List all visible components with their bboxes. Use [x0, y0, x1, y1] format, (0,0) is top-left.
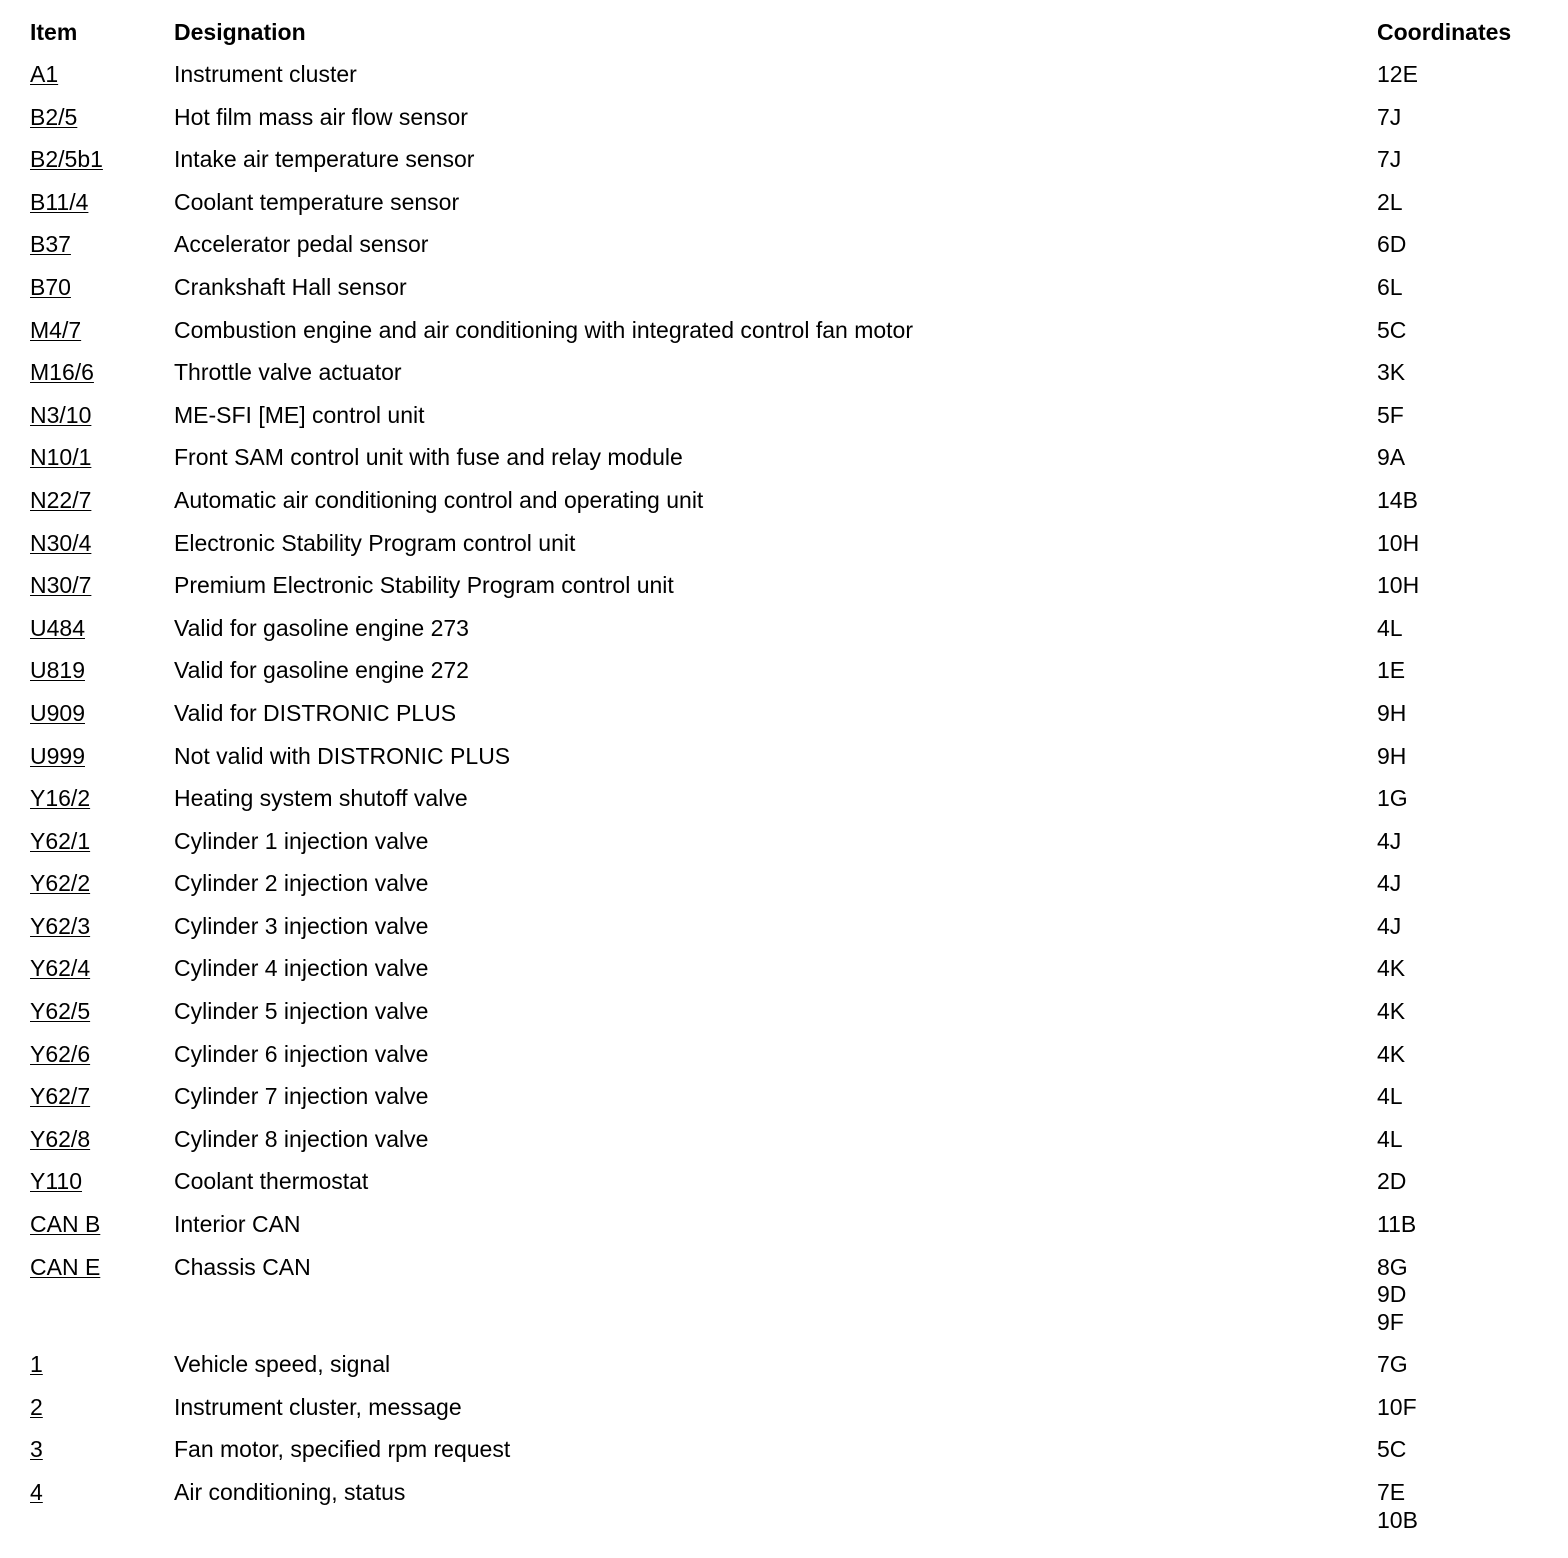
item-cell — [30, 699, 85, 727]
table-row — [30, 742, 1550, 785]
coordinate-value: 7E — [1377, 1479, 1406, 1505]
designation-cell: Premium Electronic Stability Program control unit — [174, 572, 674, 599]
item-link[interactable]: Y62/5 — [30, 998, 91, 1025]
item-cell — [30, 1210, 100, 1238]
table-row — [30, 912, 1550, 955]
coordinates-cell — [1377, 188, 1403, 216]
coordinates-cell — [1377, 954, 1405, 982]
coordinates-cell — [1377, 358, 1405, 386]
coordinate-value: 7J — [1377, 103, 1402, 130]
item-link[interactable]: CAN B — [30, 1211, 101, 1238]
item-link[interactable]: U909 — [30, 699, 85, 726]
item-cell — [30, 614, 85, 642]
coordinate-value: 7J — [1377, 146, 1402, 173]
coordinate-value: 1G — [1377, 785, 1408, 812]
table-row — [30, 1253, 1550, 1351]
table-row — [30, 316, 1550, 359]
item-cell — [30, 358, 94, 386]
item-cell — [30, 742, 85, 770]
item-link[interactable]: B37 — [30, 231, 71, 258]
designation-cell: Valid for DISTRONIC PLUS — [174, 699, 457, 726]
item-cell — [30, 60, 58, 88]
designation-cell: Cylinder 2 injection valve — [174, 870, 429, 897]
designation-cell: ME-SFI [ME] control unit — [174, 401, 425, 428]
coordinates-cell — [1377, 656, 1405, 684]
table-row — [30, 1393, 1550, 1436]
coordinates-cell — [1377, 1167, 1406, 1195]
coordinates-cell — [1377, 103, 1401, 131]
table-row — [30, 443, 1550, 486]
item-link[interactable]: Y62/8 — [30, 1125, 91, 1152]
designation-cell: Interior CAN — [174, 1211, 301, 1238]
designation-cell: Combustion engine and air conditioning with integrated control fan motor — [174, 316, 913, 343]
item-cell — [30, 1253, 100, 1281]
item-cell — [30, 827, 90, 855]
designation-cell: Vehicle speed, signal — [174, 1351, 391, 1378]
item-link[interactable]: Y62/7 — [30, 1083, 91, 1110]
item-link[interactable]: U484 — [30, 614, 85, 641]
item-link[interactable]: Y62/3 — [30, 912, 91, 939]
coordinate-value: 3K — [1377, 359, 1406, 386]
table-row — [30, 784, 1550, 827]
item-link[interactable]: N3/10 — [30, 401, 92, 428]
item-cell — [30, 529, 91, 557]
designation-cell: Accelerator pedal sensor — [174, 231, 429, 258]
designation-cell: Fan motor, specified rpm request — [174, 1436, 511, 1463]
coordinate-value: 9F — [1377, 1308, 1404, 1335]
item-link[interactable]: M16/6 — [30, 359, 94, 386]
designation-cell: Intake air temperature sensor — [174, 146, 475, 173]
item-link[interactable]: B2/5 — [30, 103, 78, 130]
coordinate-value: 9A — [1377, 444, 1406, 471]
item-link[interactable]: Y62/1 — [30, 827, 91, 854]
item-cell — [30, 273, 71, 301]
coordinate-value: 1E — [1377, 657, 1406, 684]
table-row — [30, 103, 1550, 146]
item-link[interactable]: N22/7 — [30, 486, 92, 513]
coordinate-value: 8G — [1377, 1253, 1408, 1280]
coordinate-value: 4L — [1377, 1125, 1403, 1152]
table-row — [30, 869, 1550, 912]
table-row — [30, 1040, 1550, 1083]
designation-cell: Cylinder 6 injection valve — [174, 1040, 429, 1067]
coordinate-value: 10F — [1377, 1393, 1417, 1420]
table-row — [30, 401, 1550, 444]
coordinates-cell — [1377, 1393, 1417, 1421]
item-cell — [30, 486, 91, 514]
coordinates-cell — [1377, 1435, 1406, 1463]
table-row — [30, 486, 1550, 529]
coordinate-value: 5C — [1377, 1436, 1407, 1463]
coordinates-cell — [1377, 827, 1401, 855]
item-cell — [30, 1435, 43, 1463]
item-link[interactable]: M4/7 — [30, 316, 82, 343]
item-cell — [30, 1040, 90, 1068]
coordinate-value: 4L — [1377, 614, 1403, 641]
designation-cell: Crankshaft Hall sensor — [174, 273, 407, 300]
item-cell — [30, 912, 90, 940]
coordinate-value: 2L — [1377, 188, 1403, 215]
item-link[interactable]: 2 — [30, 1393, 43, 1420]
item-cell — [30, 1478, 43, 1506]
designation-cell: Cylinder 3 injection valve — [174, 912, 429, 939]
coordinates-cell — [1377, 273, 1403, 301]
coordinates-cell — [1377, 443, 1405, 471]
item-cell — [30, 316, 81, 344]
coordinate-value: 5F — [1377, 401, 1404, 428]
header-item: Item — [30, 19, 78, 45]
item-link[interactable]: Y62/2 — [30, 870, 91, 897]
coordinates-cell — [1377, 230, 1406, 258]
item-link[interactable]: CAN E — [30, 1253, 101, 1280]
coordinate-value: 12E — [1377, 61, 1418, 87]
coordinates-cell — [1377, 1040, 1405, 1068]
table-row — [30, 529, 1550, 572]
coordinates-cell — [1377, 571, 1419, 599]
item-cell — [30, 869, 90, 897]
item-link[interactable]: B11/4 — [30, 188, 89, 215]
coordinate-value: 6D — [1377, 231, 1407, 258]
coordinate-value: 10B — [1377, 1506, 1418, 1533]
table-row — [30, 273, 1550, 316]
coordinate-value: 9H — [1377, 699, 1407, 726]
coordinates-cell — [1377, 1253, 1408, 1336]
designation-cell: Air conditioning, status — [174, 1479, 406, 1505]
coordinates-cell — [1377, 614, 1403, 642]
coordinates-cell — [1377, 316, 1406, 344]
item-cell — [30, 443, 91, 471]
designation-cell: Cylinder 4 injection valve — [174, 955, 429, 982]
designation-cell: Automatic air conditioning control and operating unit — [174, 486, 704, 513]
coordinate-value: 14B — [1377, 486, 1418, 513]
item-link[interactable]: U819 — [30, 657, 85, 684]
table-row — [30, 997, 1550, 1040]
designation-cell: Coolant thermostat — [174, 1168, 369, 1195]
item-cell — [30, 103, 77, 131]
coordinate-value: 7G — [1377, 1351, 1408, 1378]
table-row — [30, 827, 1550, 870]
coordinates-cell — [1377, 486, 1418, 514]
item-link[interactable]: Y16/2 — [30, 785, 91, 812]
component-legend-table — [30, 18, 1550, 1548]
designation-cell: Instrument cluster, message — [174, 1393, 462, 1420]
header-designation: Designation — [174, 19, 306, 45]
item-cell — [30, 997, 90, 1025]
designation-cell: Throttle valve actuator — [174, 359, 402, 386]
table-row — [30, 614, 1550, 657]
table-header-row — [30, 18, 1550, 60]
item-link[interactable]: Y62/4 — [30, 955, 91, 982]
coordinate-value: 4J — [1377, 870, 1402, 897]
coordinates-cell — [1377, 145, 1401, 173]
table-row — [30, 656, 1550, 699]
item-link[interactable]: N10/1 — [30, 444, 92, 471]
table-row — [30, 188, 1550, 231]
table-row — [30, 1435, 1550, 1478]
designation-cell: Cylinder 1 injection valve — [174, 827, 429, 854]
coordinates-cell — [1377, 784, 1408, 812]
coordinates-cell — [1377, 1478, 1418, 1533]
coordinate-value: 4K — [1377, 1040, 1406, 1067]
coordinate-value: 10H — [1377, 529, 1420, 556]
item-cell — [30, 656, 85, 684]
item-cell — [30, 1393, 43, 1421]
item-link[interactable]: B70 — [30, 273, 71, 300]
designation-cell: Electronic Stability Program control unit — [174, 529, 576, 556]
coordinate-value: 10H — [1377, 572, 1420, 599]
item-cell — [30, 1350, 43, 1378]
table-body — [30, 60, 1550, 1548]
item-cell — [30, 1125, 90, 1153]
designation-cell: Hot film mass air flow sensor — [174, 103, 468, 130]
item-link[interactable]: 4 — [30, 1479, 43, 1505]
table-row — [30, 1125, 1550, 1168]
item-cell — [30, 401, 91, 429]
coordinates-cell — [1377, 1350, 1408, 1378]
designation-cell: Heating system shutoff valve — [174, 785, 468, 812]
item-link[interactable]: U999 — [30, 742, 85, 769]
designation-cell: Chassis CAN — [174, 1253, 311, 1280]
item-cell — [30, 1082, 90, 1110]
item-link[interactable]: A1 — [30, 61, 59, 87]
item-cell — [30, 571, 91, 599]
table-row — [30, 60, 1550, 103]
designation-cell: Not valid with DISTRONIC PLUS — [174, 742, 511, 769]
table-row — [30, 1082, 1550, 1125]
coordinates-cell — [1377, 401, 1404, 429]
table-row — [30, 145, 1550, 188]
item-cell — [30, 954, 90, 982]
coordinate-value: 9D — [1377, 1281, 1407, 1308]
coordinates-cell — [1377, 742, 1406, 770]
item-cell — [30, 1167, 82, 1195]
designation-cell: Front SAM control unit with fuse and relay module — [174, 444, 683, 471]
coordinates-cell — [1377, 60, 1418, 88]
designation-cell: Coolant temperature sensor — [174, 188, 460, 215]
coordinates-cell — [1377, 529, 1419, 557]
table-row — [30, 699, 1550, 742]
item-link[interactable]: Y62/6 — [30, 1040, 91, 1067]
coordinate-value: 4J — [1377, 827, 1402, 854]
table-row — [30, 1478, 1550, 1548]
coordinate-value: 11B — [1377, 1211, 1417, 1238]
item-link[interactable]: B2/5b1 — [30, 146, 103, 173]
item-link[interactable]: N30/4 — [30, 529, 92, 556]
table-row — [30, 358, 1550, 401]
designation-cell: Valid for gasoline engine 273 — [174, 614, 469, 641]
table-row — [30, 230, 1550, 273]
table-row — [30, 954, 1550, 997]
coordinate-value: 4L — [1377, 1083, 1403, 1110]
item-cell — [30, 188, 88, 216]
coordinates-cell — [1377, 997, 1405, 1025]
item-cell — [30, 145, 103, 173]
coordinates-cell — [1377, 1125, 1403, 1153]
designation-cell: Cylinder 8 injection valve — [174, 1125, 429, 1152]
coordinate-value: 2D — [1377, 1168, 1407, 1195]
coordinates-cell — [1377, 869, 1401, 897]
item-link[interactable]: Y110 — [30, 1168, 83, 1195]
coordinate-value: 6L — [1377, 273, 1403, 300]
coordinate-value: 4K — [1377, 998, 1406, 1025]
coordinates-cell — [1377, 1210, 1416, 1238]
table-row — [30, 1167, 1550, 1210]
coordinate-value: 9H — [1377, 742, 1407, 769]
coordinates-cell — [1377, 1082, 1403, 1110]
coordinate-value: 5C — [1377, 316, 1407, 343]
header-coordinates: Coordinates — [1377, 19, 1512, 45]
coordinates-cell — [1377, 912, 1401, 940]
designation-cell: Cylinder 7 injection valve — [174, 1083, 429, 1110]
table-row — [30, 571, 1550, 614]
item-cell — [30, 784, 90, 812]
item-cell — [30, 230, 71, 258]
item-link[interactable]: 3 — [30, 1436, 43, 1463]
coordinate-value: 4J — [1377, 912, 1402, 939]
table-row — [30, 1210, 1550, 1253]
item-link[interactable]: 1 — [30, 1351, 43, 1378]
coordinates-cell — [1377, 699, 1406, 727]
coordinate-value: 4K — [1377, 955, 1406, 982]
item-link[interactable]: N30/7 — [30, 572, 92, 599]
designation-cell: Valid for gasoline engine 272 — [174, 657, 469, 684]
table-row — [30, 1350, 1550, 1393]
designation-cell: Cylinder 5 injection valve — [174, 998, 429, 1025]
designation-cell: Instrument cluster — [174, 61, 357, 87]
